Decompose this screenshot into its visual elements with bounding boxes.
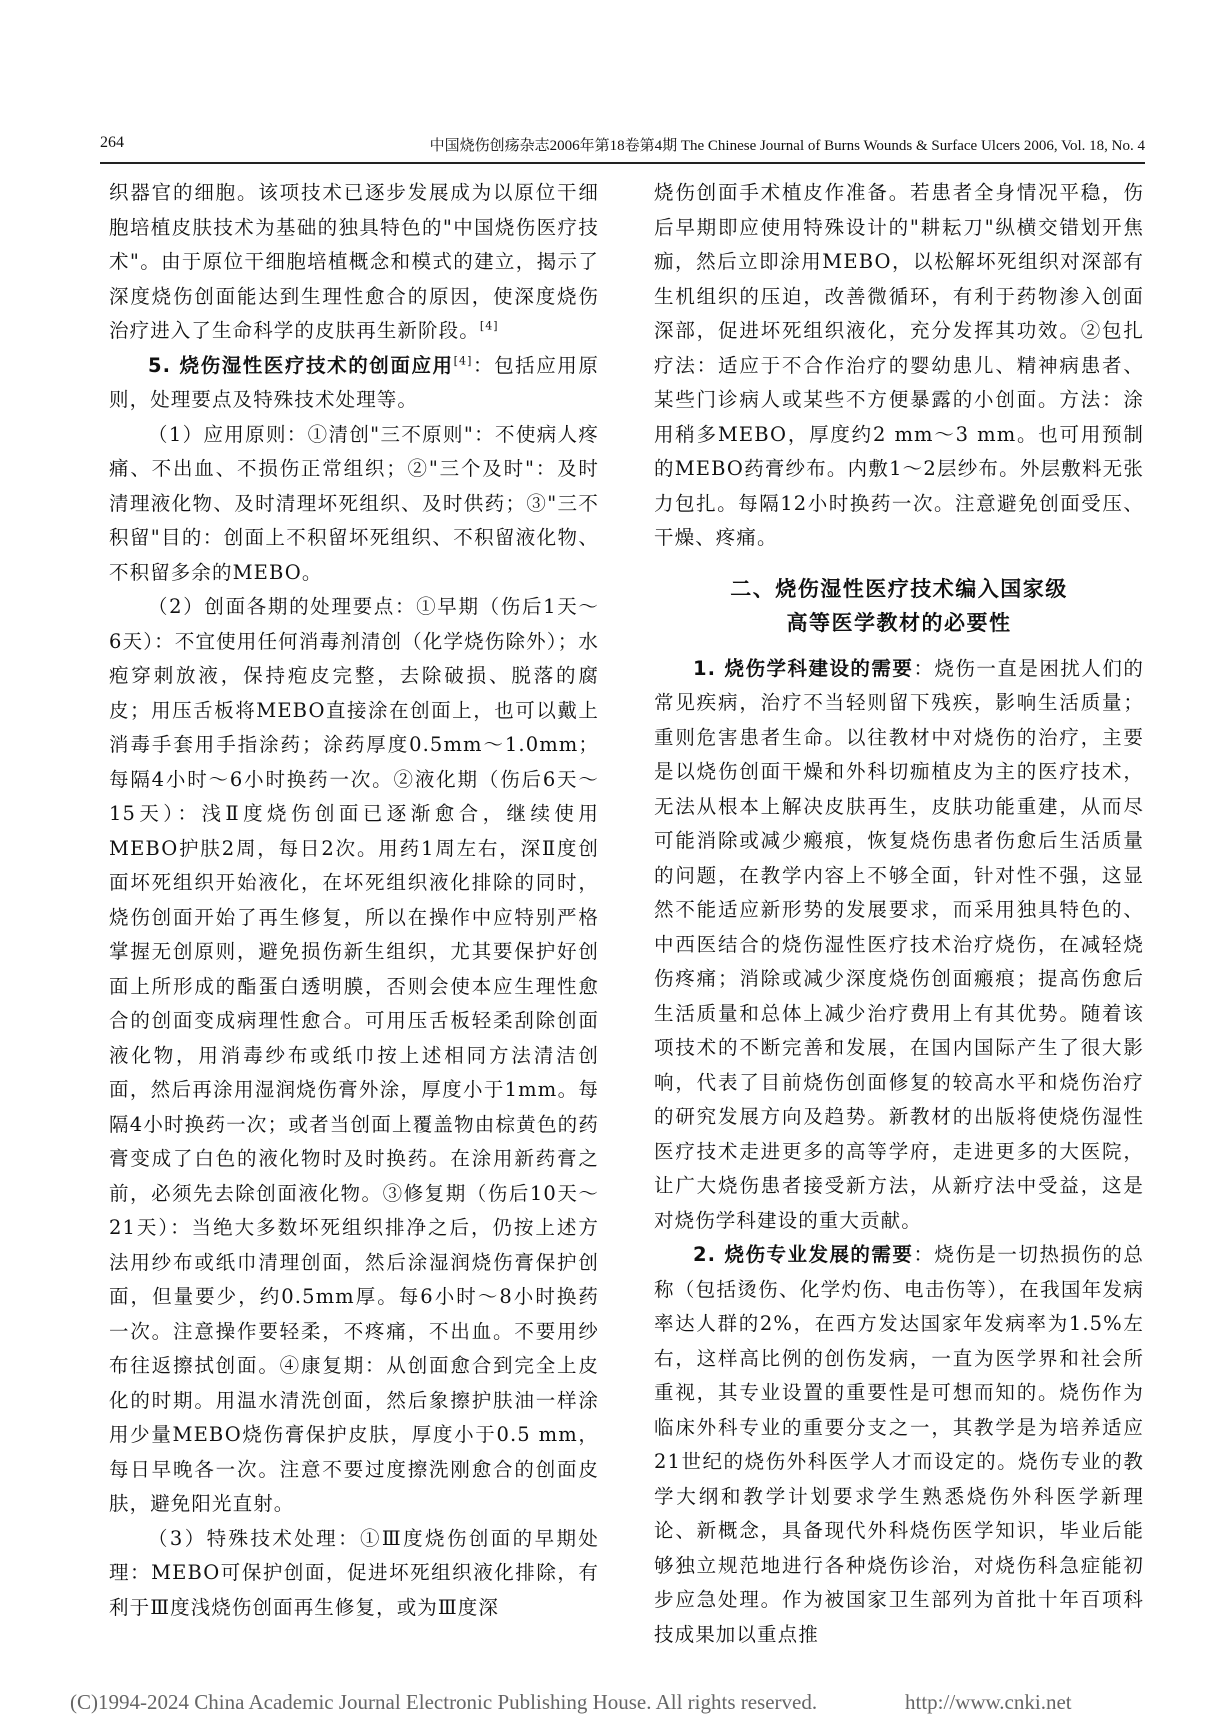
paragraph: 烧伤创面手术植皮作准备。若患者全身情况平稳，伤后早期即应使用特殊设计的"耕耘刀"纵横交错划开焦痂，然后立即涂用MEBO，以松解坏死组织对深部有生机组织的压迫，改善微循环，有利于药物渗入创面深部，促进坏死组织液化，充分发挥其功效。②包扎疗法：适应于不合作治疗的婴幼患儿、精神病患者、某些门诊病人或某些不方便暴露的小创面。方法：涂用稍多MEBO，厚度约2 mm～3 mm。也可用预制的MEBO药膏纱布。内敷1～2层纱布。外层敷料无张力包扎。每隔12小时换药一次。注意避免创面受压、干燥、疼痛。 [654,181,1144,549]
journal-citation: 中国烧伤创疡杂志2006年第18卷第4期 The Chinese Journal of Burns Wounds & Surface Ulcers 2006, Vol. 18, No. 4 [429,138,1145,154]
paragraph: （1）应用原则：①清创"三不原则"：不使病人疼痛、不出血、不损伤正常组织；②"三个及时"：及时清理液化物、及时清理坏死组织、及时供药；③"三不积留"目的：创面上不积留坏死组织、不积留液化物、不积留多余的MEBO。 [109,422,599,584]
running-header [100,134,1145,158]
left-column [109,176,599,1625]
paragraph [109,349,599,418]
footer-url: http://www.cnki.net [905,1690,1072,1714]
paragraph: （2）创面各期的处理要点：①早期（伤后1天～6天）：不宜使用任何消毒剂清创（化学烧伤除外）；水疱穿刺放液，保持疱皮完整，去除破损、脱落的腐皮；用压舌板将MEBO直接涂在创面上，也可以戴上消毒手套用手指涂药；涂药厚度0.5mm～1.0mm；每隔4小时～6小时换药一次。②液化期（伤后6天～15天）：浅Ⅱ度烧伤创面已逐渐愈合，继续使用MEBO护肤2周，每日2次。用药1周左右，深Ⅱ度创面坏死组织开始液化，在坏死组织液化排除的同时，烧伤创面开始了再生修复，所以在操作中应特别严格掌握无创原则，避免损伤新生组织，尤其要保护好创面上所形成的酯蛋白透明膜，否则会使本应生理性愈合的创面变成病理性愈合。可用压舌板轻柔刮除创面液化物，用消毒纱布或纸巾按上述相同方法清洁创面，然后再涂用湿润烧伤膏外涂，厚度小于1mm。每隔4小时换药一次；或者当创面上覆盖物由棕黄色的药膏变成了白色的液化物时及时换药。在涂用新药膏之前，必须先去除创面液化物。③修复期（伤后10天～21天）：当绝大多数坏死组织排净之后，仍按上述方法用纱布或纸巾清理创面，然后涂湿润烧伤膏保护创面，但量要少，约0.5mm厚。每6小时～8小时换药一次。注意操作要轻柔，不疼痛，不出血。不要用纱布往返擦拭创面。④康复期：从创面愈合到完全上皮化的时期。用温水清洗创面，然后象擦护肤油一样涂用少量MEBO烧伤膏保护皮肤，厚度小于0.5 mm，每日早晚各一次。注意不要过度擦洗刚愈合的创面皮肤，避免阳光直射。 [109,595,599,1515]
paragraph [654,1238,1144,1652]
citation-ref: [4] [453,354,473,367]
paragraph [654,652,1144,1239]
paragraph-text: ：烧伤一直是困扰人们的常见疾病，治疗不当轻则留下残疾，影响生活质量；重则危害患者生命。以往教材中对烧伤的治疗，主要是以烧伤创面干燥和外科切痂植皮为主的医疗技术，无法从根本上解决皮肤再生，皮肤功能重建，从而尽可能消除或减少瘢痕，恢复烧伤患者伤愈后生活质量的问题，在教学内容上不够全面，针对性不强，这显然不能适应新形势的发展要求，而采用独具特色的、中西医结合的烧伤湿性医疗技术治疗烧伤，在减轻烧伤疼痛；消除或减少深度烧伤创面瘢痕；提高伤愈后生活质量和总体上减少治疗费用上有其优势。随着该项技术的不断完善和发展，在国内国际产生了很大影响，代表了目前烧伤创面修复的较高水平和烧伤治疗的研究发展方向及趋势。新教材的出版将使烧伤湿性医疗技术走进更多的高等学府，走进更多的大医院，让广大烧伤患者接受新方法，从新疗法中受益，这是对烧伤学科建设的重大贡献。 [654,656,1144,1232]
header-rule [100,162,1145,164]
subsection-heading: 1. 烧伤学科建设的需要 [693,656,914,680]
paragraph-text: ：包括应用原则，处理要点及特殊技术处理等。 [109,353,599,411]
copyright-text: (C)1994-2024 China Academic Journal Electronic Publishing House. All rights reserved. [70,1690,818,1714]
subsection-heading: 5. 烧伤湿性医疗技术的创面应用 [148,353,454,377]
paragraph: （3）特殊技术处理：①Ⅲ度烧伤创面的早期处理：MEBO可保护创面，促进坏死组织液化排除，有利于Ⅲ度浅烧伤创面再生修复，或为Ⅲ度深 [109,1526,599,1619]
paragraph-text: ：烧伤是一切热损伤的总称（包括烫伤、化学灼伤、电击伤等），在我国年发病率达人群的2%，在西方发达国家年发病率为1.5%左右，这样高比例的创伤发病，一直为医学界和社会所重视，其专业设置的重要性是可想而知的。烧伤作为临床外科专业的重要分支之一，其教学是为培养适应21世纪的烧伤外科医学人才而设定的。烧伤专业的教学大纲和教学计划要求学生熟悉烧伤外科医学新理论、新概念，具备现代外科烧伤医学知识，毕业后能够独立规范地进行各种烧伤诊治，对烧伤科急症能初步应急处理。作为被国家卫生部列为首批十年百项科技成果加以重点推 [654,1243,1144,1646]
copyright-footer [70,1690,1160,1715]
right-column [654,176,1144,1652]
page-number: 264 [100,134,124,151]
subsection-heading: 2. 烧伤专业发展的需要 [693,1243,914,1266]
citation-ref: [4] [479,319,499,333]
section-title-line: 二、烧伤湿性医疗技术编入国家级 [730,576,1068,601]
paragraph [109,176,599,349]
section-title-line: 高等医学教材的必要性 [786,610,1012,635]
paragraph-text: 织器官的细胞。该项技术已逐步发展成为以原位干细胞培植皮肤技术为基础的独具特色的"中国烧伤医疗技术"。由于原位干细胞培植概念和模式的建立，揭示了深度烧伤创面能达到生理性愈合的原因，使深度烧伤治疗进入了生命科学的皮肤再生新阶段。 [109,181,599,342]
section-title [654,572,1144,640]
